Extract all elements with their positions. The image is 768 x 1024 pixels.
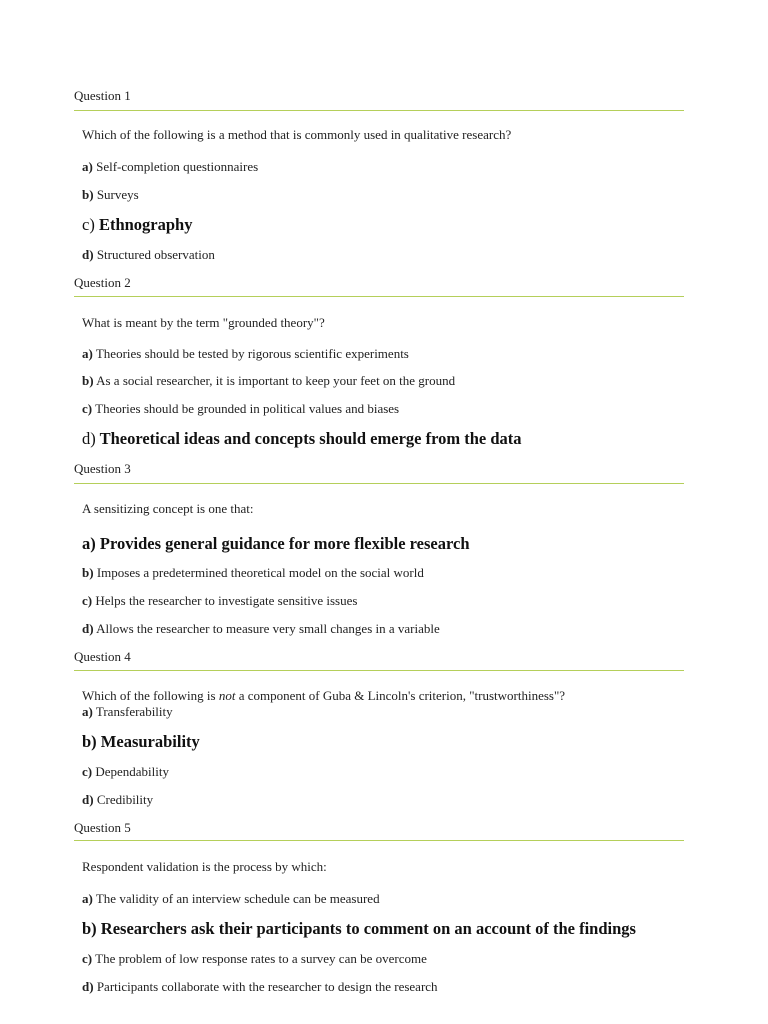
stem-emphasis: not: [218, 688, 236, 703]
option-text: The validity of an interview schedule can be measured: [95, 891, 380, 906]
option-letter: d): [82, 792, 94, 807]
question-3-option-a-answer: [82, 534, 682, 554]
option-text: Participants collaborate with the researcher to design the research: [96, 979, 438, 994]
option-text: The problem of low response rates to a survey can be overcome: [95, 951, 427, 966]
question-5-option-a: [82, 891, 682, 907]
option-text: Theories should be grounded in political values and biases: [95, 401, 400, 416]
option-text: Dependability: [95, 764, 170, 779]
question-1-stem: Which of the following is a method that is commonly used in qualitative research?: [82, 127, 512, 142]
option-letter: b): [82, 565, 94, 580]
question-5-option-c: [82, 951, 682, 967]
option-letter: d): [82, 247, 94, 262]
question-4-option-d: [82, 792, 682, 808]
option-text: Allows the researcher to measure very small changes in a variable: [96, 621, 440, 636]
option-letter: c): [82, 764, 93, 779]
question-5-stem: Respondent validation is the process by which:: [82, 859, 327, 874]
question-5-option-d: [82, 979, 682, 995]
option-text: Theoretical ideas and concepts should emerge from the data: [99, 429, 522, 448]
question-2-divider: [74, 296, 684, 297]
question-5-option-b-answer: [82, 919, 682, 939]
option-text: Transferability: [95, 704, 173, 719]
option-text: Structured observation: [96, 247, 215, 262]
question-1-option-d: [82, 247, 682, 263]
option-text: Researchers ask their participants to comment on an account of the findings: [100, 919, 636, 938]
option-text: Provides general guidance for more flexible research: [99, 534, 470, 553]
question-3-option-d: [82, 621, 682, 637]
option-text: Surveys: [96, 187, 139, 202]
option-letter: c): [82, 951, 93, 966]
question-4-option-c: [82, 764, 682, 780]
question-4-option-a: [82, 704, 682, 720]
question-2-option-a: [82, 346, 682, 362]
question-3-divider: [74, 483, 684, 484]
option-letter: a): [82, 704, 93, 719]
question-3-header: Question 3: [74, 461, 131, 476]
option-text: Self-completion questionnaires: [96, 159, 259, 174]
option-letter: b): [82, 919, 97, 938]
option-letter: d): [82, 621, 94, 636]
question-5-divider: [74, 840, 684, 841]
question-4-divider: [74, 670, 684, 671]
option-letter: a): [82, 346, 93, 361]
question-1-divider: [74, 110, 684, 111]
question-1-option-b: [82, 187, 682, 203]
question-4-stem: [82, 688, 682, 704]
question-5-header: Question 5: [74, 820, 131, 835]
option-letter: c): [82, 593, 93, 608]
option-text: Credibility: [96, 792, 154, 807]
option-text: Imposes a predetermined theoretical model on the social world: [96, 565, 424, 580]
stem-text: Which of the following is: [82, 688, 219, 703]
option-letter: b): [82, 373, 94, 388]
question-1-option-a: [82, 159, 682, 175]
option-letter: a): [82, 534, 96, 553]
option-text: Helps the researcher to investigate sensitive issues: [95, 593, 358, 608]
stem-text: a component of Guba & Lincoln's criterion, "trustworthiness"?: [235, 688, 566, 703]
question-1-header: Question 1: [74, 88, 131, 103]
option-letter: b): [82, 732, 97, 751]
question-2-option-d-answer: [82, 429, 682, 449]
option-letter: a): [82, 891, 93, 906]
question-2-stem: What is meant by the term "grounded theory"?: [82, 315, 325, 330]
option-letter: d): [82, 429, 96, 448]
option-text: Measurability: [100, 732, 200, 751]
question-1-option-c-answer: [82, 215, 682, 235]
question-2-option-c: [82, 401, 682, 417]
option-letter: a): [82, 159, 93, 174]
option-text: As a social researcher, it is important to keep your feet on the ground: [96, 373, 456, 388]
option-text: Ethnography: [98, 215, 193, 234]
question-2-option-b: [82, 373, 682, 389]
question-4-header: Question 4: [74, 649, 131, 664]
question-4-option-b-answer: [82, 732, 682, 752]
question-2-header: Question 2: [74, 275, 131, 290]
option-letter: c): [82, 401, 93, 416]
question-3-option-c: [82, 593, 682, 609]
option-letter: c): [82, 215, 95, 234]
question-3-option-b: [82, 565, 682, 581]
option-text: Theories should be tested by rigorous scientific experiments: [95, 346, 409, 361]
option-letter: b): [82, 187, 94, 202]
question-3-stem: A sensitizing concept is one that:: [82, 501, 254, 516]
option-letter: d): [82, 979, 94, 994]
